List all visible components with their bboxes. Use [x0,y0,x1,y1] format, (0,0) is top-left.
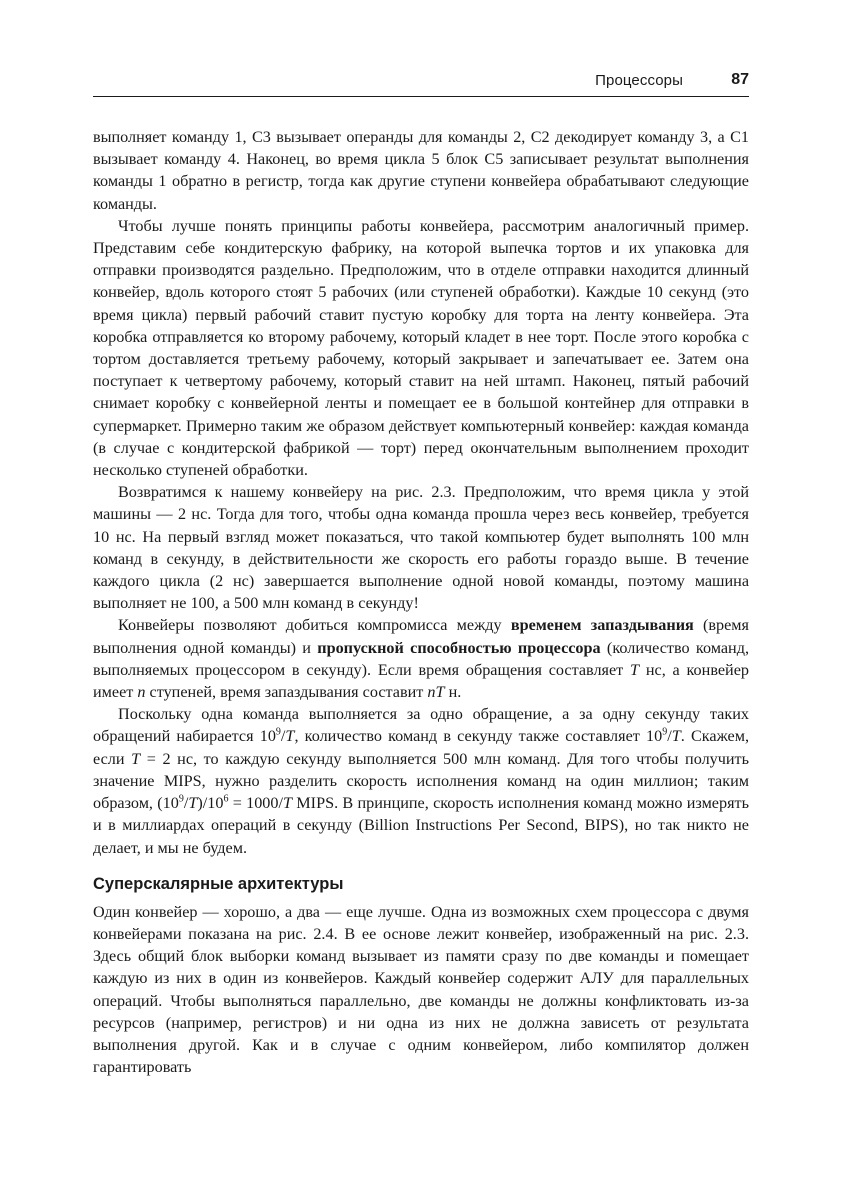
text-run: . Скажем, если [93,727,750,768]
paragraph-5 [93,703,749,858]
math-variable: T [283,794,293,813]
paragraph-2: Чтобы лучше понять принципы работы конвейера, рассмотрим аналогичный пример. Представим себе кондитерскую фабрику, на которой выпечка тортов и их упаковка для отправки производятся раздельно. Предположим, что в отделе отправки находится длинный конвейер, вдоль которого стоят 5 рабочих (или ступеней обработки). Каждые 10 секунд (это время цикла) первый рабочий ставит пустую коробку для торта на ленту конвейера. Эта коробка отправляется ко второму рабочему, который кладет в нее торт. После этого коробка с тортом доставляется третьему рабочему, который закрывает и запечатывает ее. Затем она поступает к четвертому рабочему, который ставит на ней штамп. Наконец, пятый рабочий снимает коробку с конвейерной ленты и помещает ее в большой контейнер для отправки в супермаркет. Примерно таким же образом действует компьютерный конвейер: каждая команда (в случае с кондитерской фабрикой — торт) перед окончательным выполнением проходит несколько ступеней обработки. [93,216,749,480]
running-header-section: Процессоры [595,72,683,89]
page-number: 87 [731,71,749,88]
math-variable: T [188,794,198,813]
text-run: , количество команд в секунду также составляет 10 [294,727,663,746]
math-variable: T [131,749,141,768]
paragraph-3: Возвратимся к нашему конвейеру на рис. 2.3. Предположим, что время цикла у этой машины — 2 нс. Тогда для того, чтобы одна команда прошла через весь конвейер, требуется 10 нс. На первый взгляд может показаться, что такой компьютер будет выполнять 100 млн команд в секунду, в действительности же скорость его работы гораздо выше. В течение каждого цикла (2 нс) завершается выполнение одной новой команды, поэтому машина выполняет не 100, а 500 млн команд в секунду! [93,483,749,613]
math-variable: T [630,660,640,679]
text-run: / [280,727,286,746]
math-variable: n [137,683,146,702]
text-run: MIPS. В принципе, скорость исполнения команд можно измерять и в миллиардах операций в секунду (Billion Instructions Per Second, BIPS), но так никто не делает, и мы не будем. [93,794,749,857]
term-throughput: пропускной способностью процессора [317,638,601,657]
text-run: = 1000/ [228,794,283,813]
body-text [93,126,749,1078]
math-variable: T [671,727,681,746]
text-run: Поскольку одна команда выполняется за одно обращение, а за одну секунду таких обращений набирается 10 [93,705,749,746]
math-variable: nT [427,683,445,702]
section-heading: Суперскалярные архитектуры [93,874,344,893]
text-run: / [667,727,672,746]
text-run: / [183,794,189,813]
text-run: (время выполнения одной команды) и [93,616,749,657]
math-variable: T [285,727,295,746]
text-run: нс, а конвейер имеет [93,660,749,702]
paragraph-1: выполняет команду 1, С3 вызывает операнды для команды 2, С2 декодирует команду 3, а С1 вызывает команду 4. Наконец, во время цикла 5 блок С5 записывает результат выполнения команды 1 обратно в регистр, тогда как другие ступени конвейера обрабатывают следующие команды. [93,128,749,213]
text-run: )/10 [197,794,224,813]
exponent: 9 [662,727,668,739]
paragraph-6: Один конвейер — хорошо, а два — еще лучше. Одна из возможных схем процессора с двумя конвейерами показана на рис. 2.4. В ее основе лежит конвейер, изображенный на рис. 2.3. Здесь общий блок выборки команд вызывает из памяти сразу по две команды и помещает каждую из них в один из конвейеров. Каждый конвейер содержит АЛУ для параллельных операций. Чтобы выполняться параллельно, две команды не должны конфликтовать из-за ресурсов (например, регистров) и ни одна из них не должна зависеть от результата выполнения другой. Как и в случае с одним конвейером, либо компилятор должен гарантировать [93,902,749,1077]
exponent: 6 [223,793,229,805]
text-run: = 2 нс, то каждую секунду выполняется 500 млн команд. Для того чтобы получить значение MIPS, нужно разделить скорость исполнения команд на один миллион; таким образом, (10 [93,749,750,813]
text-run: н. [444,683,462,702]
paragraph-4 [93,614,749,703]
exponent: 9 [275,727,281,739]
text-run: (количество команд, выполняемых процессором в секунду). Если время обращения составляет [93,638,749,679]
term-latency: временем запаздывания [510,616,694,635]
text-run: Конвейеры позволяют добиться компромисса между [118,616,511,635]
running-header [93,70,749,97]
text-run: ступеней, время запаздывания составит [145,683,428,702]
exponent: 9 [178,793,184,805]
